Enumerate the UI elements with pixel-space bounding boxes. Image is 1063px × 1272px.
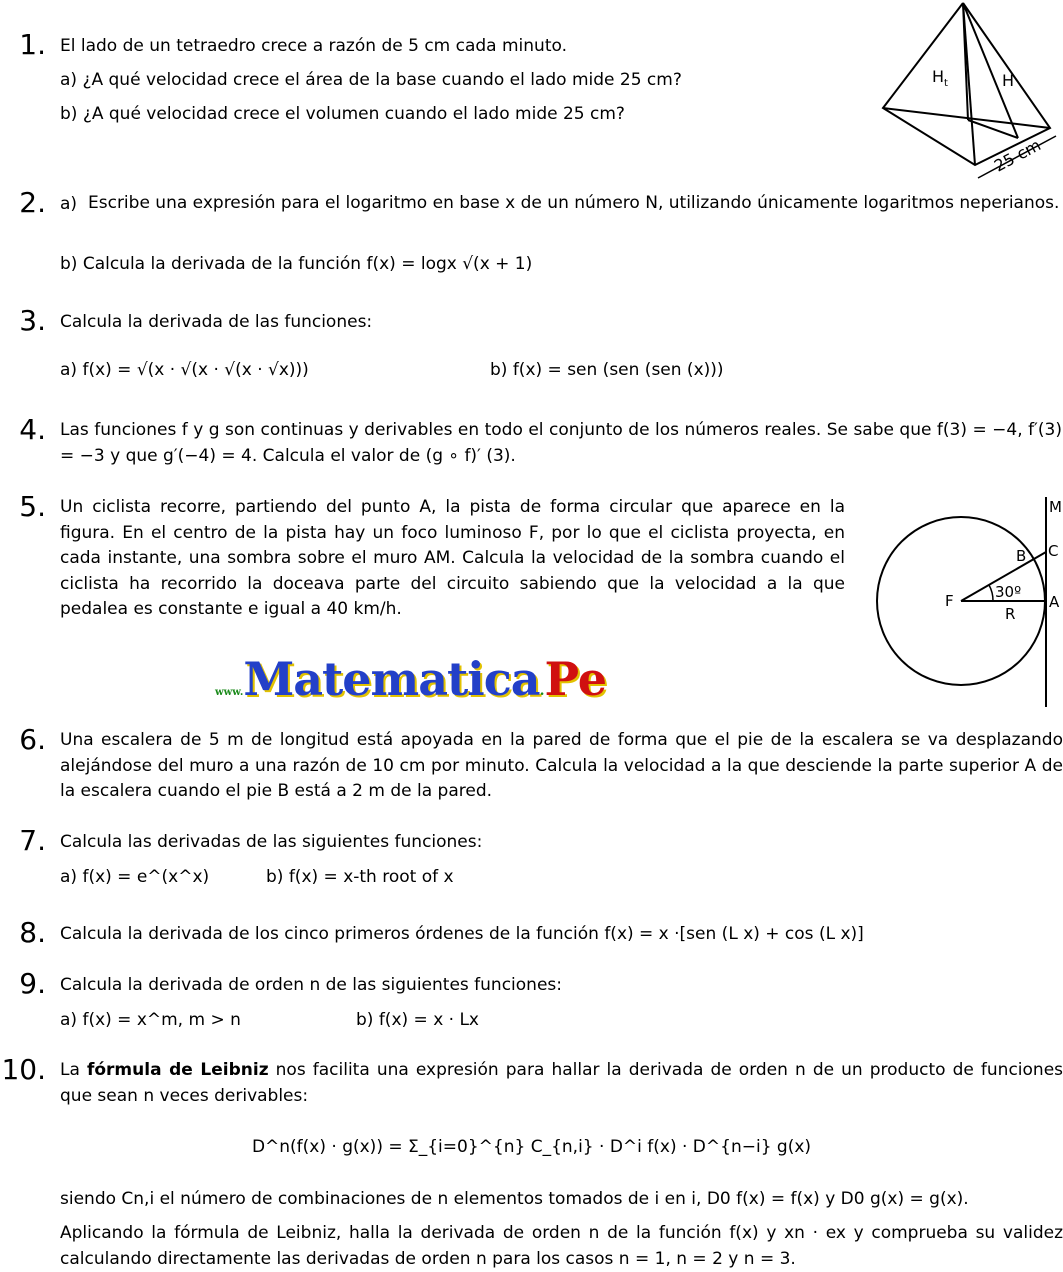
label-f: F (945, 592, 954, 610)
label-b: B (1016, 547, 1027, 565)
problem-7-number: 7. (19, 824, 46, 857)
leibniz-formula: D^n(f(x) · g(x)) = Σ_{i=0}^{n} C_{n,i} · D^i f(x) · D^{n−i} g(x) (251, 1137, 812, 1157)
label-r: R (1005, 605, 1016, 623)
problem-2-number: 2. (19, 186, 46, 219)
problem-2-part-b: b) Calcula la derivada de la función f(x) = logx √(x + 1) (60, 254, 533, 274)
problem-1-statement: El lado de un tetraedro crece a razón de 5 cm cada minuto. (60, 36, 568, 56)
logo-www: www. (215, 687, 244, 698)
problem-3-part-b: b) f(x) = sen (sen (sen (x))) (490, 360, 724, 380)
problem-9-number: 9. (19, 967, 46, 1000)
matematica-pe-logo (215, 652, 607, 708)
problem-6-statement: Una escalera de 5 m de longitud está apoyada en la pared de forma que el pie de la escalera se va desplazando alejándose del muro a una razón de 10 cm por minuto. Calcula la velocidad a la que desciende la parte superior A de la escalera cuando el pie B está a 2 m de la pared. (60, 730, 1063, 801)
intro-post: nos facilita una expresión para hallar la derivada de orden n de un producto de funciones que sean n veces derivables: (60, 1060, 1063, 1106)
label-ht: $H_t$ (932, 67, 948, 89)
problem-9-part-b: b) f(x) = x · Lx (356, 1010, 479, 1030)
label-side: 25 cm (990, 135, 1044, 176)
problem-2-part-a: Escribe una expresión para el logaritmo en base x de un número N, utilizando únicamente logaritmos neperianos. (88, 193, 1060, 213)
label-angle: 30º (995, 583, 1022, 601)
problem-5-statement: Un ciclista recorre, partiendo del punto A, la pista de forma circular que aparece en la figura. En el centro de la pista hay un foco luminoso F, por lo que el ciclista proyecta, en cada instante, una sombra sobre el muro AM. Calcula la velocidad de la sombra cuando el ciclista ha recorrido la doceava parte del circuito sabiendo que la velocidad a la que pedalea es constante e igual a 40 km/h. (60, 497, 845, 619)
problem-10-task: Aplicando la fórmula de Leibniz, halla la derivada de orden n de la función f(x) y xn · ex y comprueba su validez calculando directamente las derivadas de orden n para los casos n = 1, n = 2 y n = 3. (60, 1223, 1063, 1269)
problem-6-number: 6. (19, 723, 46, 756)
problem-3-statement: Calcula la derivada de las funciones: (60, 312, 373, 332)
logo-main: Matematica (243, 652, 540, 706)
label-h: H (1002, 71, 1015, 90)
problem-1-part-a: a) ¿A qué velocidad crece el área de la base cuando el lado mide 25 cm? (60, 70, 682, 90)
problem-2-part-a-label: a) (60, 194, 78, 214)
intro-pre: La (60, 1060, 87, 1080)
problem-4-number: 4. (19, 413, 46, 446)
problem-10-intro (60, 1058, 1063, 1109)
problem-1-part-b: b) ¿A qué velocidad crece el volumen cuando el lado mide 25 cm? (60, 104, 625, 124)
problem-7-part-b: b) f(x) = x-th root of x (266, 867, 454, 887)
problem-4-statement: Las funciones f y g son continuas y derivables en todo el conjunto de los números reales. Se sabe que f(3) = −4, f′(3) = −3 y que g′(−4) = 4. Calcula el valor de (g ∘ f)′ (3). (60, 420, 1062, 466)
logo-pe: Pe (544, 652, 608, 706)
problem-10-number: 10. (1, 1053, 46, 1086)
problem-5-number: 5. (19, 490, 46, 523)
label-a: A (1049, 593, 1060, 611)
logo-dot: . (539, 683, 545, 699)
problem-9-part-a: a) f(x) = x^m, m > n (60, 1010, 241, 1030)
problem-3-number: 3. (19, 304, 46, 337)
problem-10-where: siendo Cn,i el número de combinaciones de n elementos tomados de i en i, D0 f(x) = f(x) y D0 g(x) = g(x). (60, 1189, 969, 1209)
problem-1-number: 1. (19, 28, 46, 61)
problem-7-part-a: a) f(x) = e^(x^x) (60, 867, 210, 887)
problem-8-statement: Calcula la derivada de los cinco primeros órdenes de la función f(x) = x ·[sen (L x) + cos (L x)] (60, 924, 864, 944)
label-m: M (1049, 498, 1062, 516)
intro-bold: fórmula de Leibniz (86, 1060, 269, 1080)
tetrahedron-figure (878, 0, 1063, 185)
label-c: C (1048, 542, 1059, 560)
circular-track-figure (872, 494, 1063, 710)
problem-7-statement: Calcula las derivadas de las siguientes funciones: (60, 832, 483, 852)
problem-3-part-a: a) f(x) = √(x · √(x · √(x · √x))) (60, 360, 309, 380)
problem-9-statement: Calcula la derivada de orden n de las siguientes funciones: (60, 975, 562, 995)
problem-8-number: 8. (19, 916, 46, 949)
